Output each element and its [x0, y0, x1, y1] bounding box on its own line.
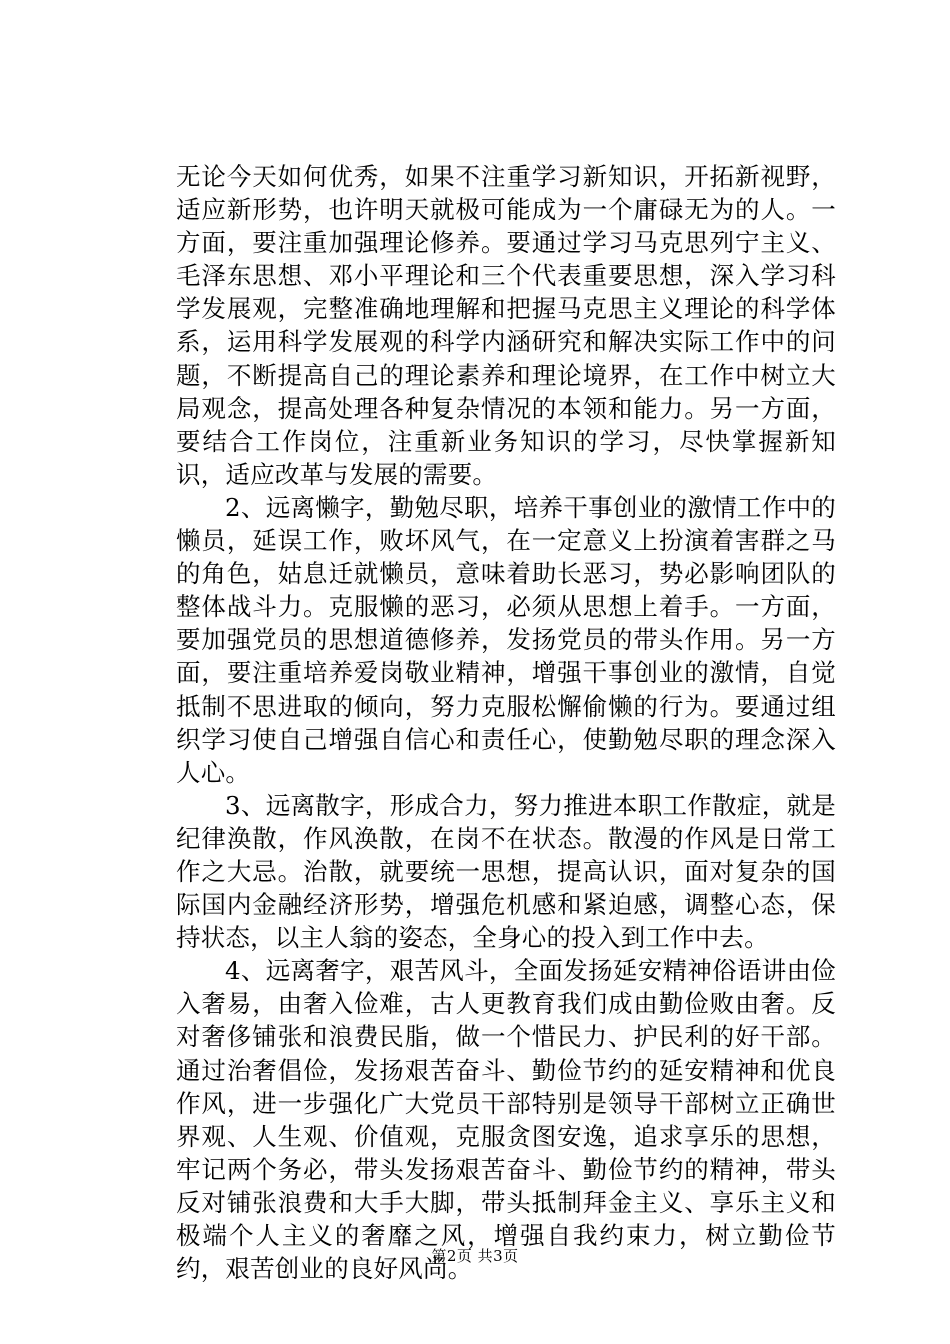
paragraph-1: 无论今天如何优秀，如果不注重学习新知识，开拓新视野，适应新形势，也许明天就极可能成为一个庸碌无为的人。一方面，要注重加强理论修养。要通过学习马克思列宁主义、毛泽东思想、邓小平理论和三个代表重要思想，深入学习科学发展观，完整准确地理解和把握马克思主义理论的科学体系，运用科学发展观的科学内涵研究和解决实际工作中的问题，不断提高自己的理论素养和理论境界，在工作中树立大局观念，提高处理各种复杂情况的本领和能力。另一方面，要结合工作岗位，注重新业务知识的学习，尽快掌握新知识，适应改革与发展的需要。	[176, 162, 836, 489]
paragraph-2: 2、远离懒字，勤勉尽职，培养干事创业的激情工作中的懒员，延误工作，败坏风气，在一定意义上扮演着害群之马的角色，姑息迁就懒员，意味着助长恶习，势必影响团队的整体战斗力。克服懒的恶习，必须从思想上着手。一方面，要加强党员的思想道德修养，发扬党员的带头作用。另一方面，要注重培养爱岗敬业精神，增强干事创业的激情，自觉抵制不思进取的倾向，努力克服松懈偷懒的行为。要通过组织学习使自己增强自信心和责任心，使勤勉尽职的理念深入人心。	[176, 492, 836, 787]
paragraph-4: 4、远离奢字，艰苦风斗，全面发扬延安精神俗语讲由俭入奢易，由奢入俭难，古人更教育我们成由勤俭败由奢。反对奢侈铺张和浪费民脂，做一个惜民力、护民利的好干部。通过治奢倡俭，发扬艰苦奋斗、勤俭节约的延安精神和优良作风，进一步强化广大党员干部特别是领导干部树立正确世界观、人生观、价值观，克服贪图安逸，追求享乐的思想，牢记两个务必，带头发扬艰苦奋斗、勤俭节约的精神，带头反对铺张浪费和大手大脚，带头抵制拜金主义、享乐主义和极端个人主义的奢靡之风，增强自我约束力，树立勤俭节约，艰苦创业的良好风尚。	[176, 956, 836, 1284]
page-number-footer: 第2页 共3页	[431, 1247, 519, 1265]
document-body	[176, 160, 836, 1285]
paragraph-3: 3、远离散字，形成合力，努力推进本职工作散症，就是纪律涣散，作风涣散，在岗不在状态。散漫的作风是日常工作之大忌。治散，就要统一思想，提高认识，面对复杂的国际国内金融经济形势，增强危机感和紧迫感，调整心态，保持状态，以主人翁的姿态，全身心的投入到工作中去。	[176, 790, 836, 953]
